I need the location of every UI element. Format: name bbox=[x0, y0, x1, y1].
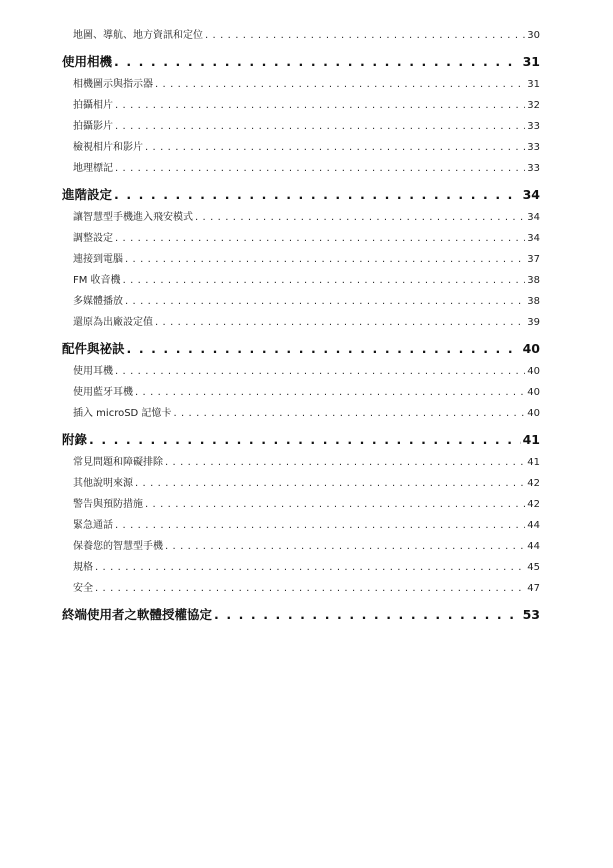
toc-title: 附錄 bbox=[62, 432, 88, 447]
toc-page-number: 32 bbox=[527, 100, 540, 111]
dot-leader bbox=[89, 429, 521, 451]
toc-entry[interactable] bbox=[62, 207, 540, 228]
toc-title: 規格 bbox=[73, 562, 93, 573]
toc-title: 常見問題和障礙排除 bbox=[73, 457, 163, 468]
dot-leader bbox=[125, 249, 525, 270]
toc-title: 進階設定 bbox=[62, 187, 113, 202]
dot-leader bbox=[195, 207, 525, 228]
toc-title: 終端使用者之軟體授權協定 bbox=[62, 607, 213, 622]
toc-page-number: 33 bbox=[527, 121, 540, 132]
toc-entry[interactable] bbox=[62, 361, 540, 382]
dot-leader bbox=[115, 95, 525, 116]
toc-section-heading[interactable] bbox=[62, 338, 540, 360]
toc-page-number: 37 bbox=[527, 254, 540, 265]
toc-section-heading[interactable] bbox=[62, 604, 540, 626]
dot-leader bbox=[214, 604, 521, 626]
toc-title: 拍攝相片 bbox=[73, 100, 113, 111]
toc-page-number: 38 bbox=[527, 275, 540, 286]
toc-page-number: 34 bbox=[527, 233, 540, 244]
toc-section-heading[interactable] bbox=[62, 51, 540, 73]
dot-leader bbox=[127, 338, 521, 360]
toc-title: 讓智慧型手機進入飛安模式 bbox=[73, 212, 193, 223]
toc-title: 配件與祕訣 bbox=[62, 341, 125, 356]
dot-leader bbox=[135, 382, 525, 403]
toc-entry[interactable] bbox=[62, 228, 540, 249]
toc-title: 使用藍牙耳機 bbox=[73, 387, 133, 398]
toc-entry[interactable] bbox=[62, 515, 540, 536]
toc-page-number: 41 bbox=[522, 432, 540, 447]
toc-page-number: 40 bbox=[522, 341, 540, 356]
dot-leader bbox=[165, 452, 525, 473]
toc-page-number: 34 bbox=[522, 187, 540, 202]
dot-leader bbox=[145, 494, 525, 515]
toc-page-number: 33 bbox=[527, 163, 540, 174]
dot-leader bbox=[115, 228, 525, 249]
toc-entry[interactable] bbox=[62, 452, 540, 473]
toc-title: 檢視相片和影片 bbox=[73, 142, 143, 153]
toc-entry[interactable] bbox=[62, 137, 540, 158]
toc-entry[interactable] bbox=[62, 116, 540, 137]
toc-entry[interactable] bbox=[62, 158, 540, 179]
dot-leader bbox=[135, 473, 525, 494]
toc-section-heading[interactable] bbox=[62, 429, 540, 451]
dot-leader bbox=[115, 361, 525, 382]
toc-page-number: 44 bbox=[527, 541, 540, 552]
toc-title: 地圖、導航、地方資訊和定位 bbox=[73, 30, 203, 41]
toc-page-number: 41 bbox=[527, 457, 540, 468]
dot-leader bbox=[155, 74, 525, 95]
toc-page-number: 33 bbox=[527, 142, 540, 153]
toc-entry[interactable] bbox=[62, 74, 540, 95]
toc-title: 其他說明來源 bbox=[73, 478, 133, 489]
toc-page-number: 40 bbox=[527, 408, 540, 419]
toc-entry[interactable] bbox=[62, 403, 540, 424]
dot-leader bbox=[95, 578, 525, 599]
toc-entry[interactable] bbox=[62, 578, 540, 599]
dot-leader bbox=[145, 137, 525, 158]
toc-entry[interactable] bbox=[62, 249, 540, 270]
toc-page-number: 40 bbox=[527, 387, 540, 398]
toc-title: 相機圖示與指示器 bbox=[73, 79, 153, 90]
toc-entry[interactable] bbox=[62, 25, 540, 46]
toc-title: 警告與預防措施 bbox=[73, 499, 143, 510]
dot-leader bbox=[115, 116, 525, 137]
toc-title: 緊急通話 bbox=[73, 520, 113, 531]
toc-title: 保養您的智慧型手機 bbox=[73, 541, 163, 552]
toc-entry[interactable] bbox=[62, 382, 540, 403]
toc-page-number: 34 bbox=[527, 212, 540, 223]
toc-title: 安全 bbox=[73, 583, 93, 594]
dot-leader bbox=[155, 312, 525, 333]
dot-leader bbox=[114, 51, 521, 73]
toc-title: 多媒體播放 bbox=[73, 296, 123, 307]
table-of-contents bbox=[62, 25, 540, 627]
toc-page-number: 45 bbox=[527, 562, 540, 573]
toc-entry[interactable] bbox=[62, 536, 540, 557]
toc-title: 還原為出廠設定值 bbox=[73, 317, 153, 328]
dot-leader bbox=[205, 25, 525, 46]
toc-page-number: 31 bbox=[527, 79, 540, 90]
dot-leader bbox=[114, 184, 521, 206]
toc-title: 地理標記 bbox=[73, 163, 113, 174]
toc-page-number: 31 bbox=[522, 54, 540, 69]
dot-leader bbox=[125, 291, 525, 312]
toc-section-heading[interactable] bbox=[62, 184, 540, 206]
toc-title: 連接到電腦 bbox=[73, 254, 123, 265]
dot-leader bbox=[95, 557, 525, 578]
toc-entry[interactable] bbox=[62, 270, 540, 291]
toc-title: FM 收音機 bbox=[73, 275, 121, 286]
dot-leader bbox=[173, 403, 525, 424]
toc-title: 使用耳機 bbox=[73, 366, 113, 377]
toc-entry[interactable] bbox=[62, 473, 540, 494]
dot-leader bbox=[123, 270, 526, 291]
toc-page-number: 42 bbox=[527, 499, 540, 510]
toc-entry[interactable] bbox=[62, 95, 540, 116]
toc-entry[interactable] bbox=[62, 312, 540, 333]
toc-title: 使用相機 bbox=[62, 54, 113, 69]
toc-page-number: 42 bbox=[527, 478, 540, 489]
toc-title: 插入 microSD 記憶卡 bbox=[73, 408, 172, 419]
toc-title: 拍攝影片 bbox=[73, 121, 113, 132]
dot-leader bbox=[165, 536, 525, 557]
toc-page-number: 40 bbox=[527, 366, 540, 377]
dot-leader bbox=[115, 515, 525, 536]
toc-entry[interactable] bbox=[62, 494, 540, 515]
dot-leader bbox=[115, 158, 525, 179]
toc-page-number: 30 bbox=[527, 30, 540, 41]
toc-title: 調整設定 bbox=[73, 233, 113, 244]
toc-page-number: 39 bbox=[527, 317, 540, 328]
toc-page-number: 44 bbox=[527, 520, 540, 531]
toc-page-number: 38 bbox=[527, 296, 540, 307]
toc-entry[interactable] bbox=[62, 291, 540, 312]
toc-page-number: 53 bbox=[522, 607, 540, 622]
toc-entry[interactable] bbox=[62, 557, 540, 578]
toc-page-number: 47 bbox=[527, 583, 540, 594]
